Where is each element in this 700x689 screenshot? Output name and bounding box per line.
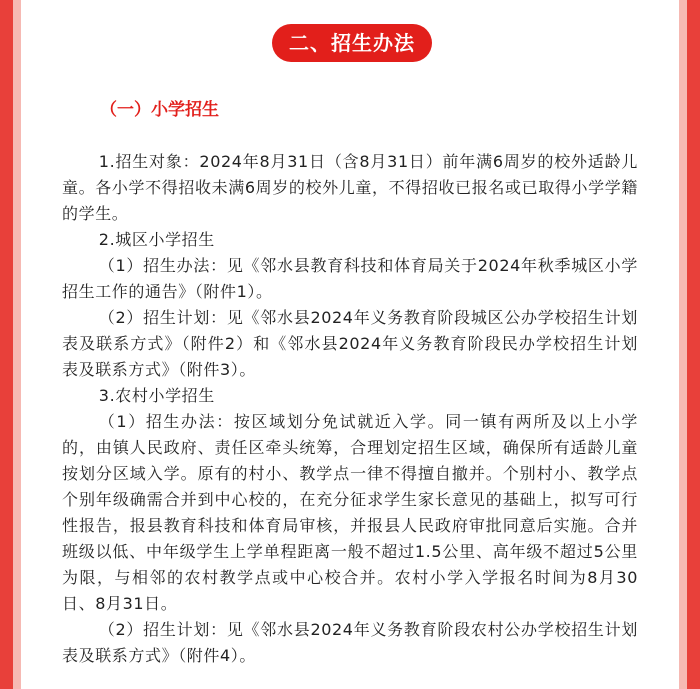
left-border-inner	[13, 0, 21, 689]
paragraph-rural-method: （1）招生办法：按区域划分免试就近入学。同一镇有两所及以上小学的，由镇人民政府、责任区牵头统筹，合理划定招生区域，确保所有适龄儿童按划分区域入学。原有的村小、教学点一律不得擅自撤并。个别村小、教学点个别年级确需合并到中心校的，在充分征求学生家长意见的基础上，拟写可行性报告，报县教育科技和体育局审核，并报县人民政府审批同意后实施。合并班级以低、中年级学生上学单程距离一般不超过1.5公里、高年级不超过5公里为限，与相邻的农村教学点或中心校合并。农村小学入学报名时间为8月30日、8月31日。	[62, 412, 638, 613]
left-border-outer	[0, 0, 13, 689]
paragraph-rural-plan: （2）招生计划：见《邻水县2024年义务教育阶段农村公办学校招生计划表及联系方式》（附件4）。	[62, 620, 638, 665]
paragraph-rural-heading: 3.农村小学招生	[98, 386, 215, 405]
paragraph-urban-plan: （2）招生计划：见《邻水县2024年义务教育阶段城区公办学校招生计划表及联系方式》（附件2）和《邻水县2024年义务教育阶段民办学校招生计划表及联系方式》（附件3）。	[62, 308, 638, 379]
article-body	[62, 149, 638, 669]
subsection-heading: （一）小学招生	[100, 100, 219, 120]
section-title-badge: 二、招生办法	[272, 24, 432, 62]
paragraph-urban-method: （1）招生办法：见《邻水县教育科技和体育局关于2024年秋季城区小学招生工作的通告》（附件1）。	[62, 256, 638, 301]
paragraph-enrollment-target: 1.招生对象：2024年8月31日（含8月31日）前年满6周岁的校外适龄儿童。各小学不得招收未满6周岁的校外儿童，不得招收已报名或已取得小学学籍的学生。	[62, 152, 638, 223]
right-border-inner	[679, 0, 687, 689]
paragraph-urban-heading: 2.城区小学招生	[98, 230, 215, 249]
right-border-outer	[687, 0, 700, 689]
